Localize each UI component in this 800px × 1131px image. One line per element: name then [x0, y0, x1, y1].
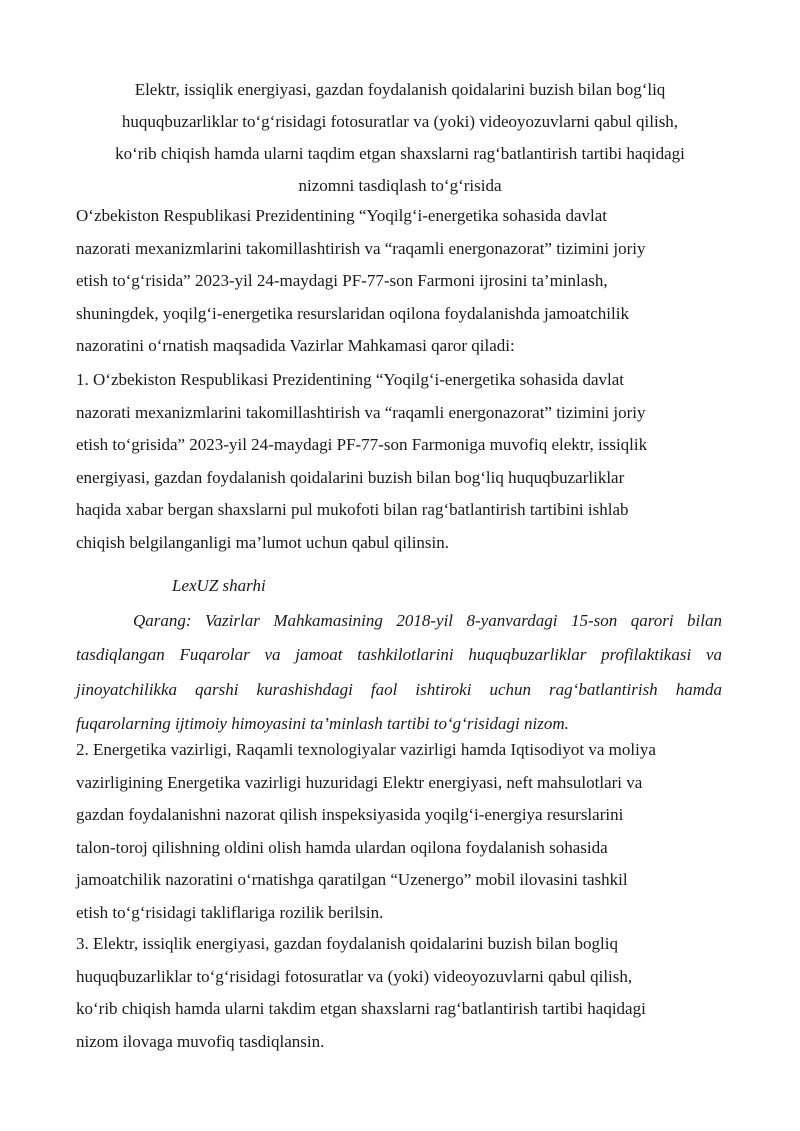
- title-line: huquqbuzarliklar to‘g‘risidagi fotosuratlar va (yoki) videoyozuvlarni qabul qilish,: [121, 112, 679, 131]
- paragraph-line: energiyasi, gazdan foydalanish qoidalarini buzish bilan bog‘liq huquqbuzarliklar: [76, 467, 625, 487]
- paragraph-line: vazirligining Energetika vazirligi huzuridagi Elektr energiyasi, neft mahsulotlari va: [76, 772, 643, 792]
- paragraph-line: ko‘rib chiqish hamda ularni takdim etgan shaxslarni rag‘batlantirish tartibi haqidagi: [76, 999, 646, 1019]
- document-title: [70, 74, 730, 202]
- paragraph-line: shuningdek, yoqilg‘i-energetika resurslaridan oqilona foydalanishda jamoatchilik: [76, 303, 629, 323]
- note-line: Qarang: Vazirlar Mahkamasining 2018-yil 8-yanvardagi 15-son qarori bilan: [133, 611, 722, 630]
- title-line: Elektr, issiqlik energiyasi, gazdan foydalanish qoidalarini buzish bilan bog‘liq: [134, 80, 666, 99]
- item-1-paragraph: [76, 364, 736, 560]
- title-line: ko‘rib chiqish hamda ularni taqdim etgan shaxslarni rag‘batlantirish tartibi haqidagi: [115, 144, 685, 163]
- paragraph-line: nazorati mexanizmlarini takomillashtirish va “raqamli energonazorat” tizimini joriy: [76, 238, 646, 258]
- paragraph-line: nazoratini o‘rnatish maqsadida Vazirlar Mahkamasi qaror qiladi:: [76, 336, 515, 356]
- paragraph-line: huquqbuzarliklar to‘g‘risidagi fotosuratlar va (yoki) videoyozuvlarni qabul qilish,: [76, 966, 633, 986]
- paragraph-line: nazorati mexanizmlarini takomillashtirish va “raqamli energonazorat” tizimini joriy: [76, 402, 646, 422]
- paragraph-line: gazdan foydalanishni nazorat qilish inspeksiyasida yoqilg‘i-energiya resurslarini: [76, 805, 624, 825]
- lexuz-note-heading: LexUZ sharhi: [172, 576, 266, 595]
- paragraph-line: O‘zbekiston Respublikasi Prezidentining “Yoqilg‘i-energetika sohasida davlat: [76, 206, 607, 225]
- paragraph-line: nizom ilovaga muvofiq tasdiqlansin.: [76, 1031, 325, 1051]
- note-line: tasdiqlangan Fuqarolar va jamoat tashkilotlarini huquqbuzarliklar profilaktikasi va: [76, 645, 722, 665]
- note-line: fuqarolarning ijtimoiy himoyasini ta’minlash tartibi to‘g‘risidagi nizom.: [76, 714, 569, 734]
- paragraph-line: jamoatchilik nazoratini o‘rnatishga qaratilgan “Uzenergo” mobil ilovasini tashkil: [76, 870, 628, 890]
- paragraph-line: talon-toroj qilishning oldini olish hamda ulardan oqilona foydalanish sohasida: [76, 837, 608, 857]
- note-line: jinoyatchilikka qarshi kurashishdagi faol ishtiroki uchun rag‘batlantirish hamda: [76, 679, 722, 699]
- paragraph-line: 3. Elektr, issiqlik energiyasi, gazdan foydalanish qoidalarini buzish bilan bogliq: [76, 934, 618, 953]
- paragraph-line: etish to‘grisida” 2023-yil 24-maydagi PF-77-son Farmoniga muvofiq elektr, issiqlik: [76, 435, 648, 455]
- paragraph-line: etish to‘g‘risida” 2023-yil 24-maydagi PF-77-son Farmoni ijrosini ta’minlash,: [76, 271, 608, 291]
- item-3-paragraph: [76, 928, 736, 1058]
- item-2-paragraph: [76, 734, 736, 930]
- title-line: nizomni tasdiqlash to‘g‘risida: [298, 176, 502, 195]
- paragraph-line: chiqish belgilanganligi ma’lumot uchun qabul qilinsin.: [76, 532, 450, 552]
- paragraph-line: haqida xabar bergan shaxslarni pul mukofoti bilan rag‘batlantirish tartibini ishlab: [76, 500, 629, 520]
- paragraph-line: 1. O‘zbekiston Respublikasi Prezidentining “Yoqilg‘i-energetika sohasida davlat: [76, 370, 624, 389]
- preamble-paragraph: [76, 200, 736, 363]
- paragraph-line: etish to‘g‘risidagi takliflariga rozilik berilsin.: [76, 902, 384, 922]
- lexuz-note: [76, 604, 722, 742]
- paragraph-line: 2. Energetika vazirligi, Raqamli texnologiyalar vazirligi hamda Iqtisodiyot va moliya: [76, 740, 656, 759]
